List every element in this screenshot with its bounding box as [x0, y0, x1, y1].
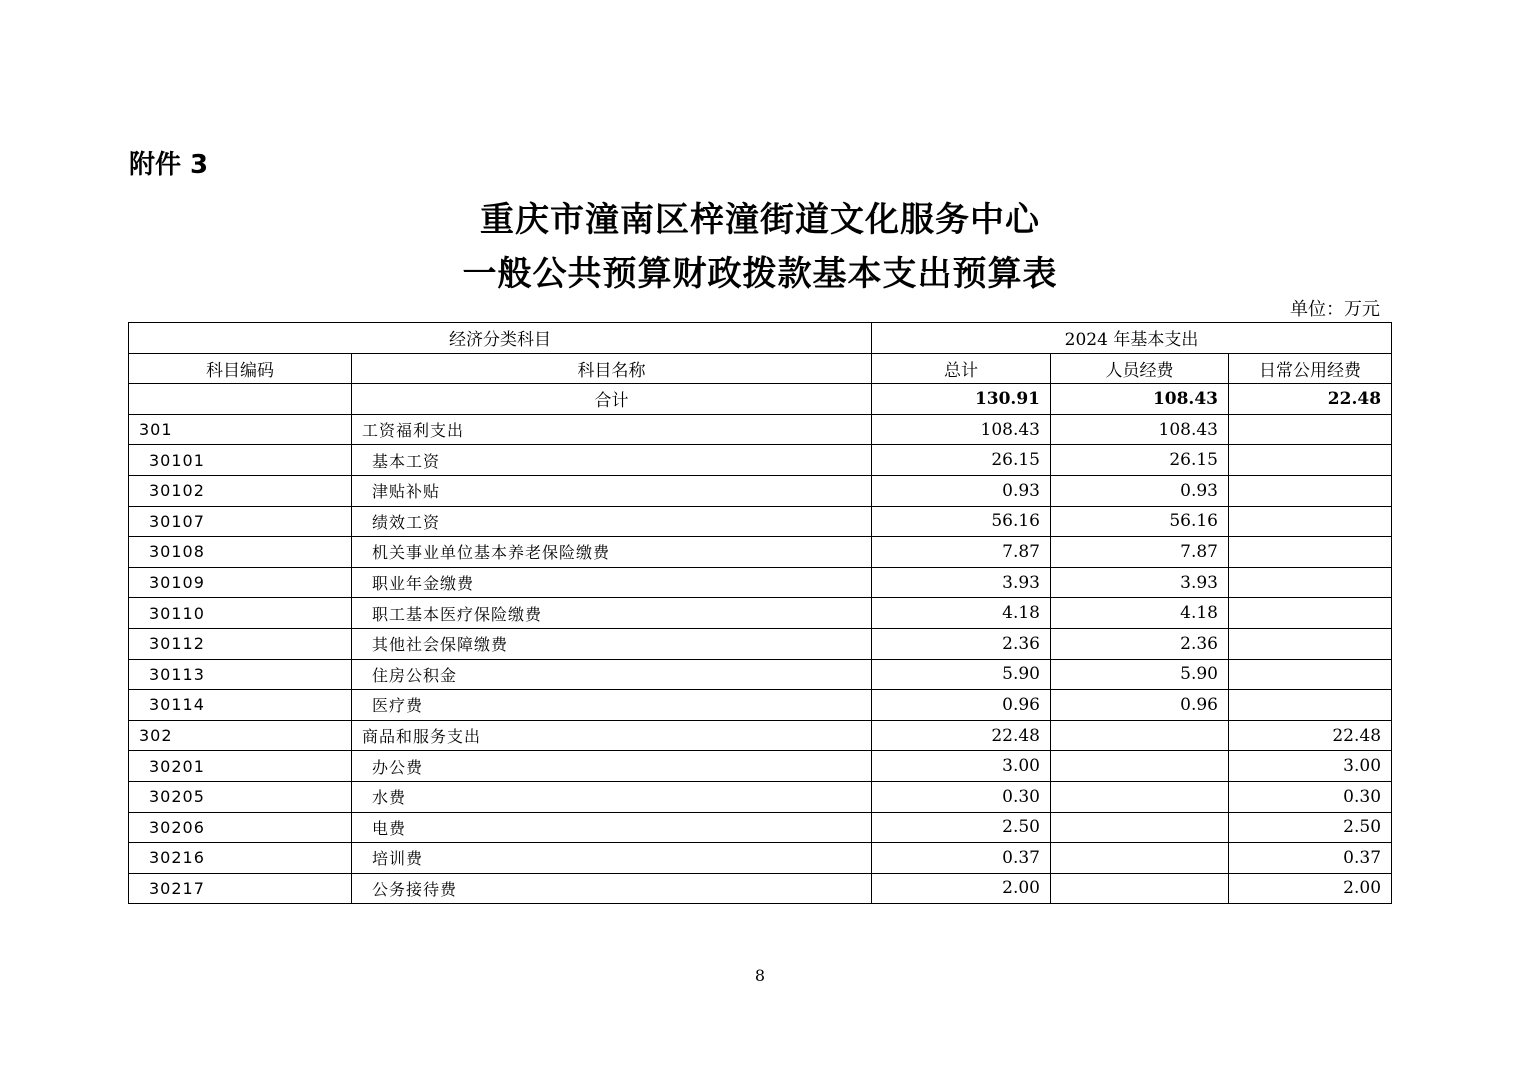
row-personnel: 5.90 — [1051, 659, 1229, 690]
column-header-personnel: 人员经费 — [1051, 353, 1229, 384]
row-personnel — [1051, 843, 1229, 874]
row-name: 办公费 — [352, 751, 872, 782]
table-row — [129, 690, 1392, 721]
row-total: 0.37 — [872, 843, 1051, 874]
row-public — [1229, 506, 1392, 537]
table-row — [129, 781, 1392, 812]
table-row — [129, 812, 1392, 843]
row-name: 住房公积金 — [352, 659, 872, 690]
table-row — [129, 567, 1392, 598]
row-personnel — [1051, 720, 1229, 751]
row-personnel — [1051, 873, 1229, 904]
row-name: 公务接待费 — [352, 873, 872, 904]
row-personnel: 0.96 — [1051, 690, 1229, 721]
row-total: 4.18 — [872, 598, 1051, 629]
row-total: 56.16 — [872, 506, 1051, 537]
row-total: 26.15 — [872, 445, 1051, 476]
row-total: 108.43 — [872, 414, 1051, 445]
row-total: 2.36 — [872, 628, 1051, 659]
row-total: 0.96 — [872, 690, 1051, 721]
table-row — [129, 537, 1392, 568]
row-name: 职工基本医疗保险缴费 — [352, 598, 872, 629]
total-name: 合计 — [352, 384, 872, 415]
row-public — [1229, 690, 1392, 721]
row-total: 0.93 — [872, 475, 1051, 506]
row-personnel: 2.36 — [1051, 628, 1229, 659]
total-personnel: 108.43 — [1051, 384, 1229, 415]
table-row — [129, 628, 1392, 659]
table-row — [129, 445, 1392, 476]
row-public: 2.00 — [1229, 873, 1392, 904]
row-personnel — [1051, 781, 1229, 812]
row-personnel: 108.43 — [1051, 414, 1229, 445]
budget-table — [128, 322, 1392, 904]
row-public: 0.37 — [1229, 843, 1392, 874]
row-personnel — [1051, 812, 1229, 843]
row-code: 30109 — [129, 567, 352, 598]
page-number: 8 — [754, 966, 766, 985]
row-name: 基本工资 — [352, 445, 872, 476]
row-code: 30110 — [129, 598, 352, 629]
column-header-code: 科目编码 — [129, 353, 352, 384]
group-header-economic: 经济分类科目 — [129, 323, 872, 354]
row-public — [1229, 475, 1392, 506]
table-row — [129, 843, 1392, 874]
row-code: 30112 — [129, 628, 352, 659]
row-personnel: 4.18 — [1051, 598, 1229, 629]
total-public: 22.48 — [1229, 384, 1392, 415]
total-code — [129, 384, 352, 415]
row-code: 30216 — [129, 843, 352, 874]
table-row — [129, 873, 1392, 904]
row-name: 医疗费 — [352, 690, 872, 721]
column-header-public: 日常公用经费 — [1229, 353, 1392, 384]
table-row — [129, 598, 1392, 629]
row-public — [1229, 598, 1392, 629]
row-name: 津贴补贴 — [352, 475, 872, 506]
row-personnel: 7.87 — [1051, 537, 1229, 568]
row-total: 7.87 — [872, 537, 1051, 568]
row-name: 绩效工资 — [352, 506, 872, 537]
unit-label: 单位：万元 — [1290, 299, 1380, 320]
row-code: 30201 — [129, 751, 352, 782]
document-title-line2: 一般公共预算财政拨款基本支出预算表 — [462, 254, 1058, 294]
table-row — [129, 414, 1392, 445]
row-code: 30101 — [129, 445, 352, 476]
row-public: 2.50 — [1229, 812, 1392, 843]
row-code: 30107 — [129, 506, 352, 537]
row-code: 30114 — [129, 690, 352, 721]
row-code: 30102 — [129, 475, 352, 506]
row-personnel: 0.93 — [1051, 475, 1229, 506]
row-total: 0.30 — [872, 781, 1051, 812]
row-name: 培训费 — [352, 843, 872, 874]
row-public — [1229, 414, 1392, 445]
row-name: 商品和服务支出 — [352, 720, 872, 751]
row-name: 机关事业单位基本养老保险缴费 — [352, 537, 872, 568]
row-personnel: 26.15 — [1051, 445, 1229, 476]
row-code: 30205 — [129, 781, 352, 812]
column-header-name: 科目名称 — [352, 353, 872, 384]
row-total: 22.48 — [872, 720, 1051, 751]
row-public: 0.30 — [1229, 781, 1392, 812]
row-public — [1229, 537, 1392, 568]
row-public: 22.48 — [1229, 720, 1392, 751]
row-personnel: 3.93 — [1051, 567, 1229, 598]
table-row — [129, 720, 1392, 751]
row-code: 30113 — [129, 659, 352, 690]
row-name: 职业年金缴费 — [352, 567, 872, 598]
table-row — [129, 659, 1392, 690]
row-personnel: 56.16 — [1051, 506, 1229, 537]
row-total: 2.00 — [872, 873, 1051, 904]
row-public — [1229, 659, 1392, 690]
row-total: 3.00 — [872, 751, 1051, 782]
row-code: 30206 — [129, 812, 352, 843]
table-row — [129, 475, 1392, 506]
group-header-row — [129, 323, 1392, 354]
row-code: 301 — [129, 414, 352, 445]
row-total: 2.50 — [872, 812, 1051, 843]
row-name: 水费 — [352, 781, 872, 812]
row-code: 30217 — [129, 873, 352, 904]
table-row — [129, 506, 1392, 537]
row-public — [1229, 628, 1392, 659]
column-header-row — [129, 353, 1392, 384]
table-row — [129, 751, 1392, 782]
row-total: 3.93 — [872, 567, 1051, 598]
column-header-total: 总计 — [872, 353, 1051, 384]
document-title-line1: 重庆市潼南区梓潼街道文化服务中心 — [480, 200, 1040, 240]
row-public — [1229, 445, 1392, 476]
row-public: 3.00 — [1229, 751, 1392, 782]
row-code: 30108 — [129, 537, 352, 568]
total-row — [129, 384, 1392, 415]
row-code: 302 — [129, 720, 352, 751]
attachment-label: 附件 3 — [129, 150, 209, 180]
row-name: 其他社会保障缴费 — [352, 628, 872, 659]
total-amount: 130.91 — [872, 384, 1051, 415]
row-personnel — [1051, 751, 1229, 782]
row-public — [1229, 567, 1392, 598]
group-header-basic-expense: 2024 年基本支出 — [872, 323, 1392, 354]
row-name: 工资福利支出 — [352, 414, 872, 445]
row-total: 5.90 — [872, 659, 1051, 690]
row-name: 电费 — [352, 812, 872, 843]
